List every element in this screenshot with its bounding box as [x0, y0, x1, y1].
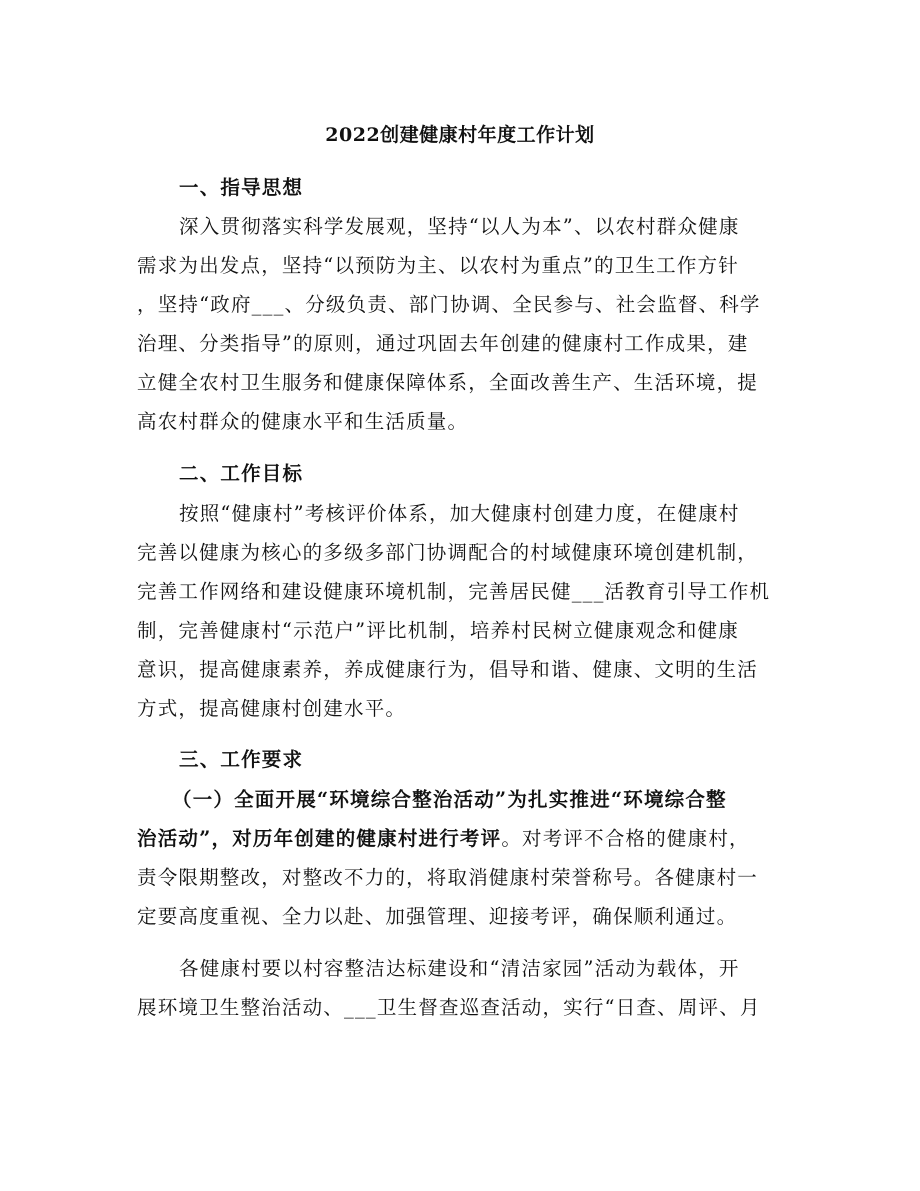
subsection-heading-line: （一）全面开展“环境综合整治活动”为扎实推进“环境综合整 — [172, 788, 727, 811]
paragraph-line: 立健全农村卫生服务和健康保障体系，全面改善生产、生活环境，提 — [137, 371, 759, 394]
paragraph-line: 完善工作网络和建设健康环境机制，完善居民健___活教育引导工作机 — [137, 580, 771, 603]
paragraph-line: 完善以健康为核心的多级多部门协调配合的村域健康环境创建机制， — [137, 541, 759, 564]
paragraph-line: 意识，提高健康素养，养成健康行为，倡导和谐、健康、文明的生活 — [137, 658, 759, 681]
paragraph-line: 各健康村要以村容整洁达标建设和“清洁家园”活动为载体，开 — [179, 957, 740, 980]
paragraph-line: 需求为出发点，坚持“以预防为主、以农村为重点”的卫生工作方针 — [137, 254, 739, 277]
paragraph-line: 方式，提高健康村创建水平。 — [137, 697, 407, 720]
paragraph-line: 治理、分类指导”的原则，通过巩固去年创建的健康村工作成果，建 — [137, 332, 749, 355]
paragraph-line: 制，完善健康村“示范户”评比机制，培养村民树立健康观念和健康 — [137, 619, 739, 642]
subsection-heading-tail: 治活动”，对历年创建的健康村进行考评 — [137, 827, 502, 850]
paragraph-line: 责令限期整改，对整改不力的，将取消健康村荣誉称号。各健康村一 — [137, 866, 759, 889]
paragraph-line: 定要高度重视、全力以赴、加强管理、迎接考评，确保顺利通过。 — [137, 905, 738, 928]
paragraph-line: 深入贯彻落实科学发展观，坚持“以人为本”、以农村群众健康 — [179, 215, 740, 238]
paragraph-line: 展环境卫生整治活动、___卫生督查巡查活动，实行“日查、周评、月 — [137, 996, 761, 1019]
paragraph-line: 按照“健康村”考核评价体系，加大健康村创建力度，在健康村 — [179, 502, 740, 525]
section-heading-3: 三、工作要求 — [179, 748, 304, 771]
section-heading-2: 二、工作目标 — [179, 462, 304, 485]
section-heading-1: 一、指导思想 — [179, 176, 304, 199]
paragraph-line — [137, 824, 750, 854]
paragraph-line: 高农村群众的健康水平和生活质量。 — [137, 410, 469, 433]
paragraph-line: ，坚持“政府___、分级负责、部门协调、全民参与、社会监督、科学 — [137, 293, 761, 316]
paragraph-text: 。对考评不合格的健康村， — [501, 827, 750, 850]
page-title: 2022创建健康村年度工作计划 — [325, 124, 595, 146]
